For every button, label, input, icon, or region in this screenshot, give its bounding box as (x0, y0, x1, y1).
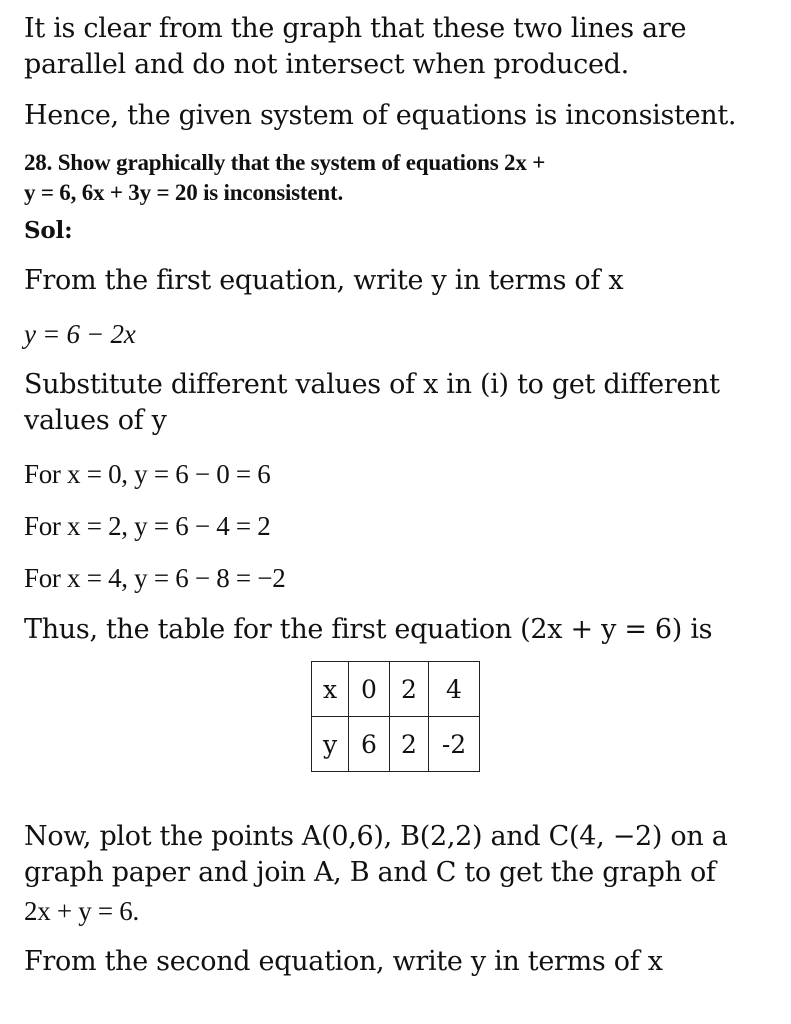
table-cell: -2 (429, 717, 480, 772)
text-line: Now, plot the points A(0,6), B(2,2) and C(4, −2) on a (24, 821, 728, 852)
text-line: Substitute different values of x in (i) to get different (24, 369, 720, 400)
text-line: parallel and do not intersect when produced. (24, 49, 629, 80)
equation-line: For x = 4, y = 6 − 8 = −2 (24, 563, 286, 593)
text-line: values of y (24, 405, 167, 436)
text-line: Hence, the given system of equations is inconsistent. (24, 100, 737, 131)
equation-line: For x = 0, y = 6 − 0 = 6 (24, 459, 271, 489)
text-line: It is clear from the graph that these two lines are (24, 13, 687, 44)
text-line: From the first equation, write y in terms of x (24, 265, 624, 296)
text-line: graph paper and join A, B and C to get the graph of (24, 857, 716, 888)
table-row (312, 717, 480, 772)
text-line: 2x + y = 6. (24, 896, 139, 926)
table-cell: 4 (429, 662, 480, 717)
table-cell: 2 (390, 717, 429, 772)
table-cell: 0 (349, 662, 390, 717)
question-heading-line1: 28. Show graphically that the system of equations 2x + (24, 150, 546, 175)
table-cell: y (312, 717, 349, 772)
equation-line: y = 6 − 2x (24, 319, 136, 349)
table-row (312, 662, 480, 717)
table-cell: 2 (390, 662, 429, 717)
table-cell: 6 (349, 717, 390, 772)
question-heading-line2: y = 6, 6x + 3y = 20 is inconsistent. (24, 180, 344, 205)
values-table (311, 661, 480, 772)
table-cell: x (312, 662, 349, 717)
solution-label: Sol: (24, 217, 73, 244)
text-line: Thus, the table for the first equation (2x + y = 6) is (24, 614, 713, 645)
equation-line: For x = 2, y = 6 − 4 = 2 (24, 511, 271, 541)
text-line: From the second equation, write y in terms of x (24, 946, 663, 977)
